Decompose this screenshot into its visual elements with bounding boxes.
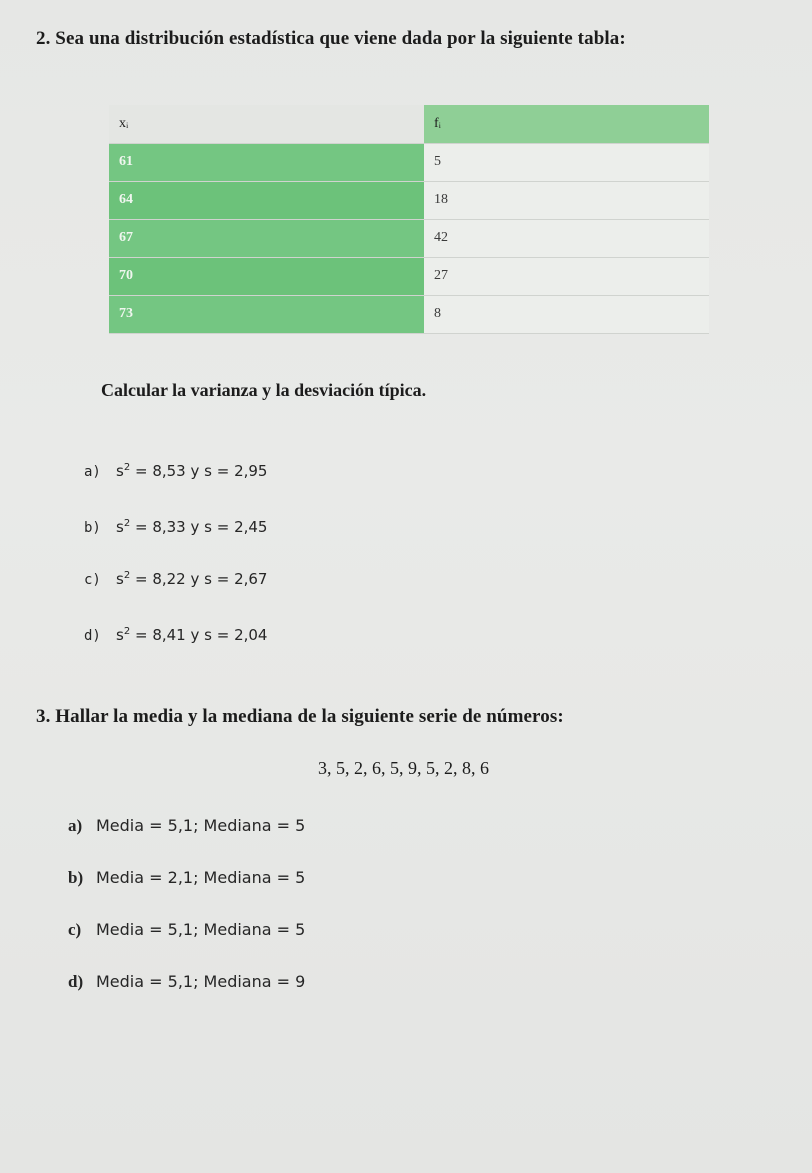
q3-option-d[interactable]	[68, 972, 305, 992]
table-header-row	[109, 105, 709, 143]
stddev-value: 2,95	[234, 462, 268, 480]
variance-value: 8,22	[152, 570, 186, 588]
option-text: Media = 5,1; Mediana = 5	[96, 816, 306, 835]
q2-option-b[interactable]: b) $s^2 = 8,33$ y s = 2,45	[84, 518, 268, 536]
cell-f: 5	[424, 143, 709, 181]
table-row	[109, 143, 709, 181]
q3-option-c[interactable]	[68, 920, 305, 940]
stddev-value: 2,04	[234, 626, 268, 644]
cell-x: 67	[109, 219, 424, 257]
cell-x: 64	[109, 181, 424, 219]
table-row	[109, 219, 709, 257]
cell-f: 8	[424, 295, 709, 333]
cell-f: 27	[424, 257, 709, 295]
variance-value: 8,41	[152, 626, 186, 644]
option-label: b)	[84, 520, 101, 536]
q3-option-a[interactable]	[68, 816, 305, 836]
option-label: a)	[68, 816, 83, 835]
frequency-table	[109, 105, 709, 333]
q2-option-a[interactable]: a) $s^2 = 8,53$ y s = 2,95	[84, 462, 268, 480]
option-text: Media = 5,1; Mediana = 9	[96, 972, 306, 991]
question-2-instruction: Calcular la varianza y la desviación típica.	[101, 380, 427, 400]
option-label: d)	[68, 972, 84, 991]
cell-x: 73	[109, 295, 424, 333]
q2-option-d[interactable]: d) $s^2 = 8,41$ y s = 2,04	[84, 626, 268, 644]
question-3-title: 3. Hallar la media y la mediana de la siguiente serie de números:	[36, 706, 564, 727]
option-text: Media = 2,1; Mediana = 5	[96, 868, 306, 887]
cell-f: 42	[424, 219, 709, 257]
option-label: b)	[68, 868, 84, 887]
variance-value: 8,33	[152, 518, 186, 536]
table-row	[109, 295, 709, 333]
table-row	[109, 257, 709, 295]
cell-x: 70	[109, 257, 424, 295]
stddev-value: 2,67	[234, 570, 268, 588]
option-label: a)	[84, 464, 101, 480]
option-label: d)	[84, 628, 101, 644]
header-x: xᵢ	[109, 105, 424, 143]
variance-value: 8,53	[152, 462, 186, 480]
header-f: fᵢ	[424, 105, 709, 143]
number-series: 3, 5, 2, 6, 5, 9, 5, 2, 8, 6	[318, 758, 489, 778]
q2-option-c[interactable]: c) $s^2 = 8,22$ y s = 2,67	[84, 570, 268, 588]
option-label: c)	[84, 572, 101, 588]
option-label: c)	[68, 920, 82, 939]
question-2-title: 2. Sea una distribución estadística que viene dada por la siguiente tabla:	[36, 28, 626, 49]
q3-option-b[interactable]	[68, 868, 305, 888]
option-text: Media = 5,1; Mediana = 5	[96, 920, 306, 939]
stddev-value: 2,45	[234, 518, 268, 536]
cell-x: 61	[109, 143, 424, 181]
table-row	[109, 181, 709, 219]
cell-f: 18	[424, 181, 709, 219]
